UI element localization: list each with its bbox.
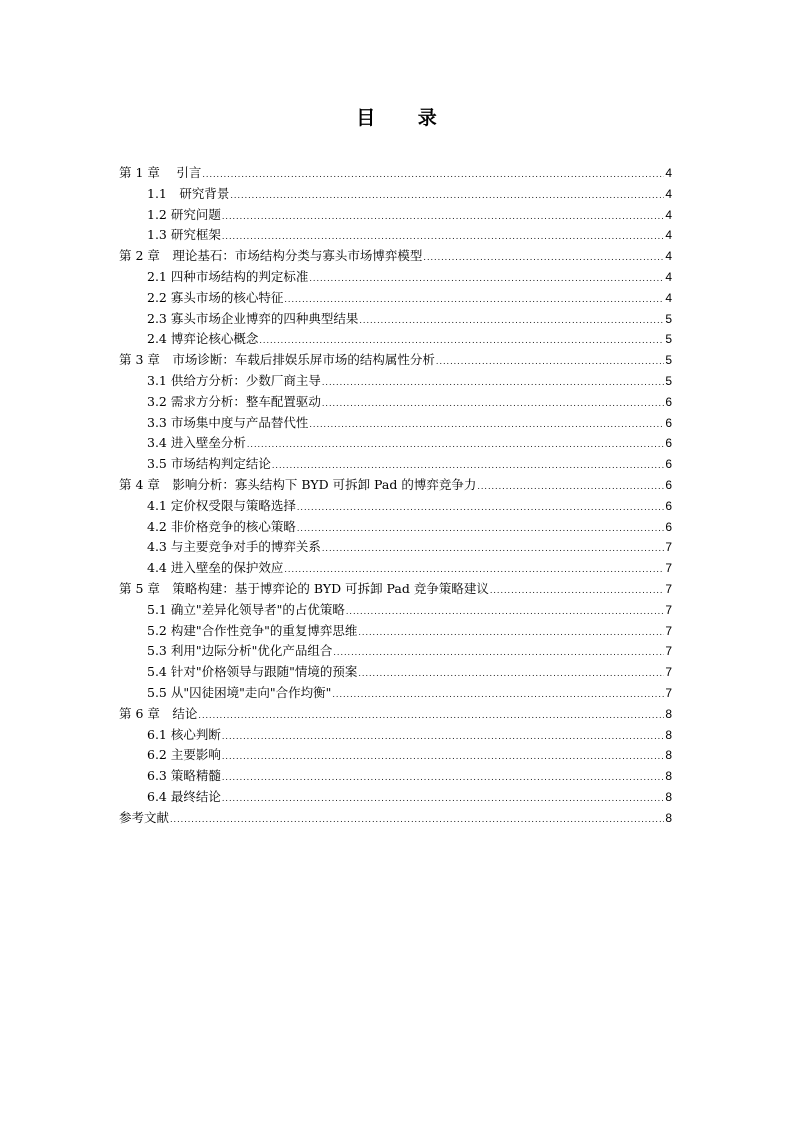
toc-entry-label: 5.5 从"囚徒困境"走向"合作均衡" <box>147 684 332 700</box>
toc-section-entry[interactable] <box>119 766 672 787</box>
toc-page-number: 7 <box>665 665 672 680</box>
toc-dot-leader <box>198 706 664 727</box>
toc-section-entry[interactable] <box>119 641 672 662</box>
toc-dot-leader <box>230 186 664 207</box>
toc-page-number: 6 <box>665 394 672 409</box>
toc-entry-label: 2.2 寡头市场的核心特征 <box>147 289 284 305</box>
toc-page-number: 4 <box>665 249 672 264</box>
toc-dot-leader <box>259 331 664 352</box>
toc-page-number: 7 <box>665 561 672 576</box>
toc-section-entry[interactable] <box>119 288 672 309</box>
toc-entry-label: 第 6 章 结论 <box>119 705 198 721</box>
toc-page-number: 4 <box>665 186 672 201</box>
toc-dot-leader <box>297 519 664 540</box>
toc-dot-leader <box>332 685 664 706</box>
toc-page-number: 8 <box>665 727 672 742</box>
toc-section-entry[interactable] <box>119 787 672 808</box>
toc-chapter-entry[interactable] <box>119 579 672 600</box>
toc-entry-label: 2.1 四种市场结构的判定标准 <box>147 268 309 284</box>
toc-dot-leader <box>322 373 664 394</box>
toc-dot-leader <box>284 560 664 581</box>
toc-page-number: 4 <box>665 166 672 180</box>
toc-page-number: 6 <box>665 477 672 492</box>
toc-section-entry[interactable] <box>119 205 672 226</box>
toc-dot-leader <box>222 747 664 768</box>
toc-dot-leader <box>322 539 664 560</box>
toc-entry-label: 3.3 市场集中度与产品替代性 <box>147 414 309 430</box>
toc-entry-label: 4.1 定价权受限与策略选择 <box>147 497 296 513</box>
toc-page-number: 4 <box>665 290 672 305</box>
toc-dot-leader <box>309 415 664 436</box>
toc-chapter-entry[interactable] <box>119 808 672 829</box>
toc-entry-label: 1.1 研究背景 <box>147 185 230 201</box>
toc-section-entry[interactable] <box>119 600 672 621</box>
toc-entry-label: 5.3 利用"边际分析"优化产品组合 <box>147 643 333 659</box>
toc-dot-leader <box>202 165 664 186</box>
toc-entry-label: 2.3 寡头市场企业博弈的四种典型结果 <box>147 310 359 326</box>
toc-entry-label: 第 3 章 市场诊断：车载后排娱乐屏市场的结构属性分析 <box>119 352 435 368</box>
toc-page-number: 8 <box>665 789 672 804</box>
toc-dot-leader <box>333 643 664 664</box>
toc-page-number: 4 <box>665 269 672 284</box>
toc-section-entry[interactable] <box>119 454 672 475</box>
toc-page-number: 6 <box>665 498 672 513</box>
page-title: 目 录 <box>356 107 455 129</box>
toc-section-entry[interactable] <box>119 745 672 766</box>
toc-section-entry[interactable] <box>119 329 672 350</box>
toc-page-number: 8 <box>665 706 672 721</box>
toc-chapter-entry[interactable] <box>119 475 672 496</box>
toc-section-entry[interactable] <box>119 537 672 558</box>
toc-section-entry[interactable] <box>119 413 672 434</box>
toc-entry-label: 第 5 章 策略构建：基于博弈论的 BYD 可拆卸 Pad 竞争策略建议 <box>119 580 489 596</box>
toc-entry-label: 3.2 需求方分析：整车配置驱动 <box>147 393 321 409</box>
toc-dot-leader <box>222 768 664 789</box>
toc-entry-label: 3.5 市场结构判定结论 <box>147 456 271 472</box>
toc-chapter-entry[interactable] <box>119 350 672 371</box>
toc-chapter-entry[interactable] <box>119 704 672 725</box>
toc-page-number: 6 <box>665 457 672 472</box>
toc-page-number: 5 <box>665 373 672 388</box>
toc-page-number: 7 <box>665 602 672 617</box>
toc-dot-leader <box>272 456 664 477</box>
toc-dot-leader <box>436 352 664 373</box>
toc-page-number: 7 <box>665 644 672 659</box>
toc-dot-leader <box>359 311 664 332</box>
toc-section-entry[interactable] <box>119 662 672 683</box>
toc-page-number: 7 <box>665 540 672 555</box>
toc-dot-leader <box>222 227 664 248</box>
toc-section-entry[interactable] <box>119 267 672 288</box>
toc-section-entry[interactable] <box>119 621 672 642</box>
toc-dot-leader <box>358 664 664 685</box>
toc-entry-label: 5.1 确立"差异化领导者"的占优策略 <box>147 601 345 617</box>
toc-dot-leader <box>222 789 664 810</box>
toc-entry-label: 3.4 进入壁垒分析 <box>147 435 246 451</box>
toc-page-number: 8 <box>665 748 672 763</box>
toc-section-entry[interactable] <box>119 433 672 454</box>
toc-section-entry[interactable] <box>119 184 672 205</box>
toc-entry-label: 参考文献 <box>119 809 170 825</box>
toc-page-number: 5 <box>665 332 672 347</box>
toc-entry-label: 6.4 最终结论 <box>147 788 221 804</box>
toc-page-number: 8 <box>665 769 672 784</box>
toc-section-entry[interactable] <box>119 517 672 538</box>
toc-dot-leader <box>170 810 664 831</box>
toc-section-entry[interactable] <box>119 309 672 330</box>
table-of-contents <box>119 163 672 829</box>
toc-chapter-entry[interactable] <box>119 246 672 267</box>
toc-dot-leader <box>222 727 664 748</box>
toc-page-number: 6 <box>665 519 672 534</box>
toc-page-number: 6 <box>665 415 672 430</box>
toc-chapter-entry[interactable] <box>119 163 672 184</box>
toc-page-number: 4 <box>665 228 672 243</box>
toc-dot-leader <box>423 248 664 269</box>
toc-entry-label: 第 4 章 影响分析：寡头结构下 BYD 可拆卸 Pad 的博弈竞争力 <box>119 476 477 492</box>
toc-section-entry[interactable] <box>119 558 672 579</box>
toc-section-entry[interactable] <box>119 225 672 246</box>
toc-entry-label: 6.1 核心判断 <box>147 726 221 742</box>
toc-entry-label: 6.3 策略精髓 <box>147 768 221 784</box>
toc-dot-leader <box>222 207 664 228</box>
toc-page-number: 5 <box>665 353 672 368</box>
toc-entry-label: 2.4 博弈论核心概念 <box>147 331 259 347</box>
toc-page-number: 4 <box>665 207 672 222</box>
toc-entry-label: 4.4 进入壁垒的保护效应 <box>147 560 284 576</box>
toc-page-number: 6 <box>665 436 672 451</box>
toc-page-number: 7 <box>665 581 672 596</box>
toc-dot-leader <box>477 477 664 498</box>
toc-entry-label: 第 1 章 引言 <box>119 165 202 180</box>
toc-entry-label: 1.3 研究框架 <box>147 227 221 243</box>
toc-dot-leader <box>309 269 664 290</box>
toc-entry-label: 3.1 供给方分析：少数厂商主导 <box>147 372 321 388</box>
toc-dot-leader <box>247 435 664 456</box>
toc-page-number: 7 <box>665 623 672 638</box>
toc-entry-label: 4.2 非价格竞争的核心策略 <box>147 518 296 534</box>
toc-dot-leader <box>490 581 664 602</box>
toc-entry-label: 4.3 与主要竞争对手的博弈关系 <box>147 539 321 555</box>
toc-entry-label: 5.4 针对"价格领导与跟随"情境的预案 <box>147 664 358 680</box>
toc-dot-leader <box>322 394 664 415</box>
toc-section-entry[interactable] <box>119 725 672 746</box>
toc-dot-leader <box>284 290 664 311</box>
toc-page-number: 5 <box>665 311 672 326</box>
toc-entry-label: 1.2 研究问题 <box>147 206 221 222</box>
toc-page-number: 8 <box>665 810 672 825</box>
toc-section-entry[interactable] <box>119 392 672 413</box>
toc-entry-label: 第 2 章 理论基石：市场结构分类与寡头市场博弈模型 <box>119 248 423 264</box>
toc-section-entry[interactable] <box>119 496 672 517</box>
toc-dot-leader <box>297 498 664 519</box>
toc-page-number: 7 <box>665 685 672 700</box>
toc-section-entry[interactable] <box>119 371 672 392</box>
toc-section-entry[interactable] <box>119 683 672 704</box>
toc-dot-leader <box>358 623 664 644</box>
toc-entry-label: 6.2 主要影响 <box>147 747 221 763</box>
toc-dot-leader <box>346 602 664 623</box>
toc-entry-label: 5.2 构建"合作性竞争"的重复博弈思维 <box>147 622 358 638</box>
